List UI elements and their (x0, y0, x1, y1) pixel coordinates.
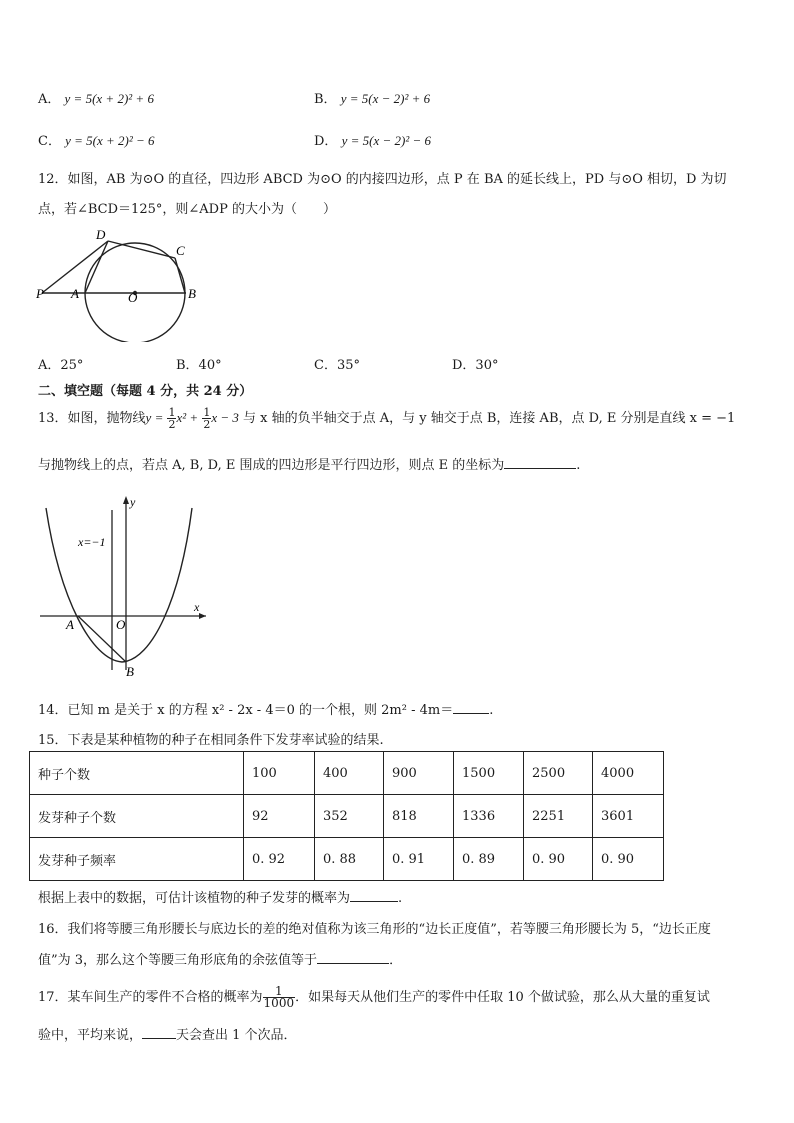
table-cell: 0. 90 (593, 838, 664, 881)
table-cell: 发芽种子个数 (30, 795, 244, 838)
x-axis-arrow (199, 613, 206, 619)
parabola-curve (46, 508, 192, 662)
q13-fraction-2-num: 1 (203, 406, 211, 419)
label-b: B (188, 286, 196, 301)
q15-intro: 15．下表是某种植物的种子在相同条件下发芽率试验的结果. (38, 733, 384, 748)
q17-text-line2 (38, 1024, 297, 1043)
q16-line2: 值”为 3，那么这个等腰三角形底角的余弦值等于 (38, 953, 318, 968)
label-a: A (71, 286, 79, 301)
q17-text-line1 (38, 986, 710, 1009)
q13-y-eq: y = (145, 410, 164, 425)
q17-suffix: ．如果每天从他们生产的零件中任取 10 个做试验，那么从大量的重复试 (295, 990, 710, 1005)
q13-fraction-2-den: 2 (203, 418, 211, 431)
chord-cb (175, 258, 185, 293)
q13-text-line1 (38, 403, 735, 434)
q12-text-line1: 12．如图，AB 为⊙O 的直径，四边形 ABCD 为⊙O 的内接四边形，点 P 在 BA 的延长线上，PD 与⊙O 相切，D 为切 (38, 172, 727, 187)
q12-text-line2: 点，若∠BCD＝125°，则∠ADP 的大小为（ ） (38, 202, 336, 217)
q15-germination-table (29, 751, 664, 881)
table-cell: 4000 (593, 752, 664, 795)
table-cell: 1336 (454, 795, 524, 838)
q17-line2-pre: 验中，平均来说， (38, 1028, 143, 1043)
label-d: D (96, 227, 106, 242)
q13-fraction-1-num: 1 (168, 406, 176, 419)
q16-text-line2: 值”为 3，那么这个等腰三角形底角的余弦值等于 ． (38, 953, 403, 968)
q13-x2: x² + (176, 410, 199, 425)
table-row (30, 795, 664, 838)
q17-fraction-den: 1000 (263, 996, 295, 1010)
q11-option-c (38, 130, 155, 149)
q13-parabola-figure (34, 490, 214, 680)
label-a: A (66, 617, 74, 632)
label-b: B (126, 664, 134, 679)
table-cell: 1500 (454, 752, 524, 795)
q17-answer-blank (142, 1026, 176, 1039)
table-cell: 种子个数 (30, 752, 244, 795)
q12-option-b: B．40° (176, 358, 222, 373)
label-p: P (36, 286, 44, 301)
label-o: O (128, 290, 138, 305)
q11-option-a (38, 88, 154, 107)
q13-line2-text: 与抛物线上的点，若点 A, B, D, E 围成的四边形是平行四边形，则点 E 的坐标为 (38, 458, 505, 473)
q13-answer-blank (504, 456, 576, 469)
table-row (30, 752, 664, 795)
q11-option-d (314, 130, 431, 149)
q11-option-b (314, 88, 430, 107)
table-cell: 发芽种子频率 (30, 838, 244, 881)
section-title-fill-in: 二、填空题（每题 4 分，共 24 分） (38, 384, 253, 399)
q13-text-line2: 与抛物线上的点，若点 A, B, D, E 围成的四边形是平行四边形，则点 E 的坐标为 . (38, 458, 581, 473)
q16-answer-blank (317, 951, 389, 964)
table-cell: 0. 90 (524, 838, 593, 881)
q12-option-c: C．35° (314, 358, 360, 373)
label-c: C (176, 243, 185, 258)
q11-option-c-label: C． (38, 134, 61, 149)
q12-circle-figure (30, 226, 210, 342)
q11-option-b-label: B． (314, 92, 337, 107)
q17-fraction-num: 1 (263, 986, 296, 998)
table-cell: 0. 92 (244, 838, 315, 881)
q12-option-a: A．25° (38, 358, 84, 373)
label-o: O (116, 617, 126, 632)
q13-prefix: 13．如图，抛物线 (38, 411, 146, 426)
q17-line2-post: 天会查出 1 个次品． (176, 1028, 297, 1043)
q12-option-d: D．30° (452, 358, 499, 373)
table-cell: 352 (315, 795, 384, 838)
table-cell: 0. 88 (315, 838, 384, 881)
table-cell: 818 (384, 795, 454, 838)
label-y: y (130, 495, 136, 509)
q13-x-minus3: x − 3 (211, 410, 239, 425)
table-row (30, 838, 664, 881)
q14-question: 14．已知 m 是关于 x 的方程 x² - 2x - 4＝0 的一个根，则 2m² - 4m＝ (38, 703, 454, 718)
q14-text: 14．已知 m 是关于 x 的方程 x² - 2x - 4＝0 的一个根，则 2m² - 4m＝ . (38, 703, 494, 718)
q15-after: 根据上表中的数据，可估计该植物的种子发芽的概率为 (38, 891, 351, 906)
label-x: x (194, 600, 200, 614)
y-axis-arrow (123, 496, 129, 504)
table-cell: 0. 91 (384, 838, 454, 881)
q13-part2: 与 x 轴的负半轴交于点 A，与 y 轴交于点 B，连接 AB，点 D, E 分别是直线 x = −1 (243, 411, 736, 426)
table-cell: 92 (244, 795, 315, 838)
q17-prefix: 17．某车间生产的零件不合格的概率为 (38, 990, 263, 1005)
table-cell: 900 (384, 752, 454, 795)
table-cell: 3601 (593, 795, 664, 838)
q11-option-d-expr: y = 5(x − 2)² − 6 (341, 133, 431, 148)
q11-option-c-expr: y = 5(x + 2)² − 6 (65, 133, 155, 148)
q16-text-line1: 16．我们将等腰三角形腰长与底边长的差的绝对值称为该三角形的“边长正度值”，若等腰三角形腰长为 5，“边长正度 (38, 922, 711, 937)
q15-answer-blank (350, 889, 398, 902)
q17-fraction (263, 986, 296, 1009)
table-cell: 400 (315, 752, 384, 795)
q13-fraction-2 (202, 407, 211, 430)
q11-option-a-expr: y = 5(x + 2)² + 6 (64, 91, 154, 106)
q14-answer-blank (453, 701, 489, 714)
q11-option-a-label: A． (38, 92, 61, 107)
q11-option-b-expr: y = 5(x − 2)² + 6 (340, 91, 431, 106)
table-cell: 2251 (524, 795, 593, 838)
chord-ad (85, 241, 108, 293)
q15-after-text: 根据上表中的数据，可估计该植物的种子发芽的概率为 . (38, 891, 403, 906)
q11-option-d-label: D． (314, 134, 338, 149)
table-cell: 0. 89 (454, 838, 524, 881)
label-line: x=−1 (78, 535, 106, 549)
q13-fraction-1-den: 2 (168, 418, 176, 431)
table-cell: 100 (244, 752, 315, 795)
table-cell: 2500 (524, 752, 593, 795)
